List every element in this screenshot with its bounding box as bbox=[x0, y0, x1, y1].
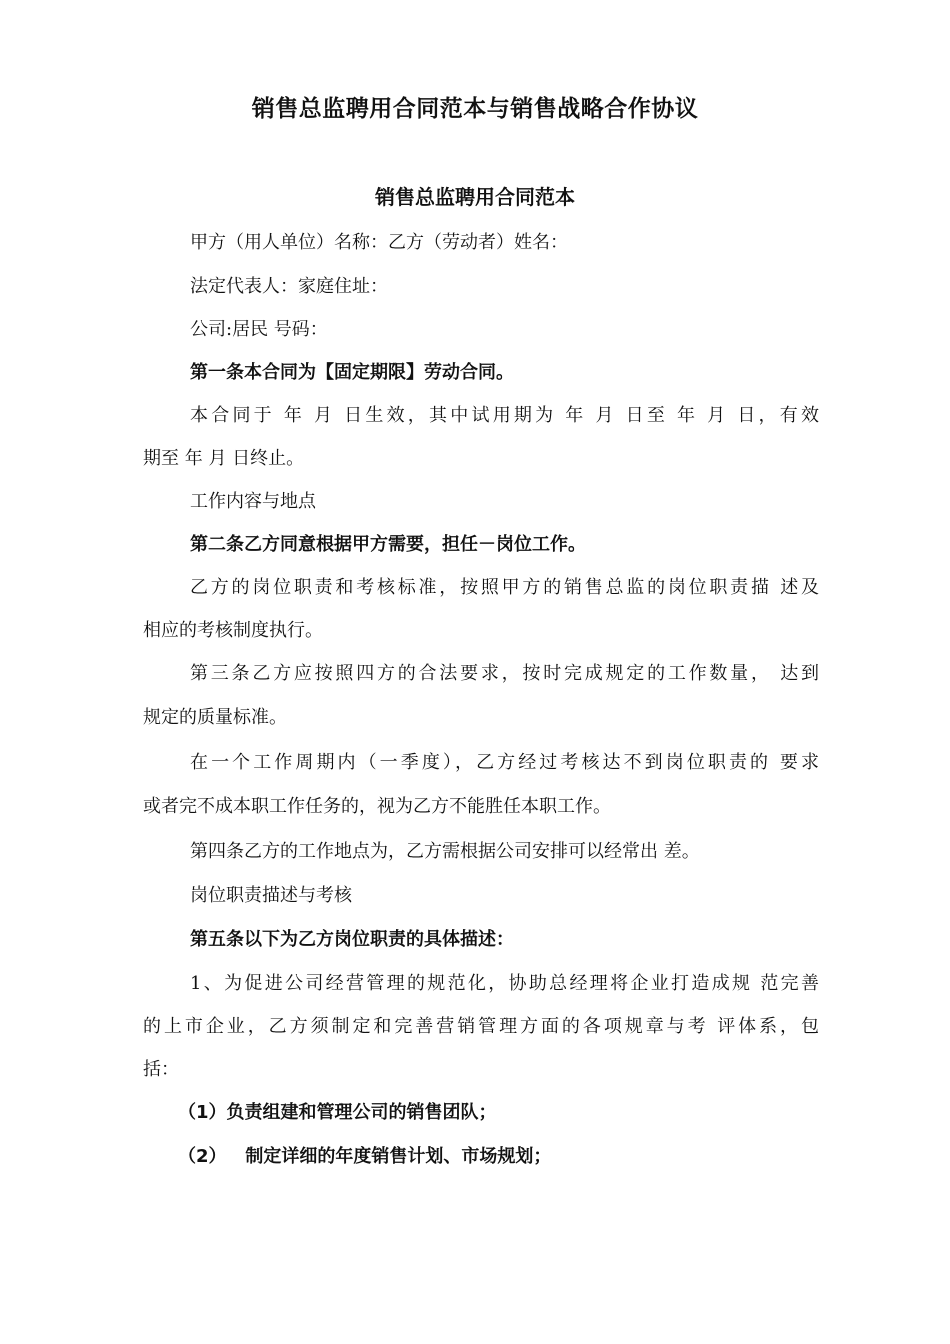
document-title: 销售总监聘用合同范本与销售战略合作协议 bbox=[251, 96, 699, 122]
article-2-heading: 第二条乙方同意根据甲方需要，担任－岗位工作。 bbox=[190, 534, 586, 555]
article-2-text-line-1: 乙方的岗位职责和考核标准，按照甲方的销售总监的岗位职责描 述及 bbox=[190, 577, 819, 598]
representative-address-line: 法定代表人：家庭住址： bbox=[190, 276, 388, 297]
duty-1-line-3: 括： bbox=[143, 1059, 179, 1080]
article-1-text-line-1: 本合同于 年 月 日生效，其中试用期为 年 月 日至 年 月 日，有效 bbox=[190, 405, 819, 426]
duty-item-1: （1）负责组建和管理公司的销售团队； bbox=[178, 1102, 497, 1123]
article-2-text-line-2: 相应的考核制度执行。 bbox=[143, 620, 323, 641]
article-1-text-line-2: 期至 年 月 日终止。 bbox=[143, 448, 305, 469]
article-1-heading: 第一条本合同为【固定期限】劳动合同。 bbox=[190, 362, 514, 383]
party-names-line: 甲方（用人单位）名称：乙方（劳动者）姓名： bbox=[190, 232, 568, 253]
article-3-paragraph-2-line-1: 在一个工作周期内（一季度），乙方经过考核达不到岗位职责的 要求 bbox=[190, 752, 819, 773]
section-heading-job-duties: 岗位职责描述与考核 bbox=[190, 885, 352, 906]
company-id-line: 公司:居民 号码： bbox=[190, 319, 328, 340]
article-3-text-line-1: 第三条乙方应按照四方的合法要求，按时完成规定的工作数量， 达到 bbox=[190, 663, 819, 684]
article-3-text-line-2: 规定的质量标准。 bbox=[143, 707, 287, 728]
document-subtitle: 销售总监聘用合同范本 bbox=[375, 185, 575, 209]
article-3-paragraph-2-line-2: 或者完不成本职工作任务的，视为乙方不能胜任本职工作。 bbox=[143, 796, 611, 817]
section-heading-work-content: 工作内容与地点 bbox=[190, 491, 316, 512]
article-4-text: 第四条乙方的工作地点为，乙方需根据公司安排可以经常出 差。 bbox=[190, 841, 700, 862]
article-5-heading: 第五条以下为乙方岗位职责的具体描述： bbox=[190, 929, 514, 950]
duty-1-line-2: 的上市企业，乙方须制定和完善营销管理方面的各项规章与考 评体系，包 bbox=[143, 1016, 819, 1037]
duty-1-line-1: 1、为促进公司经营管理的规范化，协助总经理将企业打造成规 范完善 bbox=[190, 973, 819, 994]
duty-item-2: （2） 制定详细的年度销售计划、市场规划； bbox=[178, 1146, 552, 1167]
